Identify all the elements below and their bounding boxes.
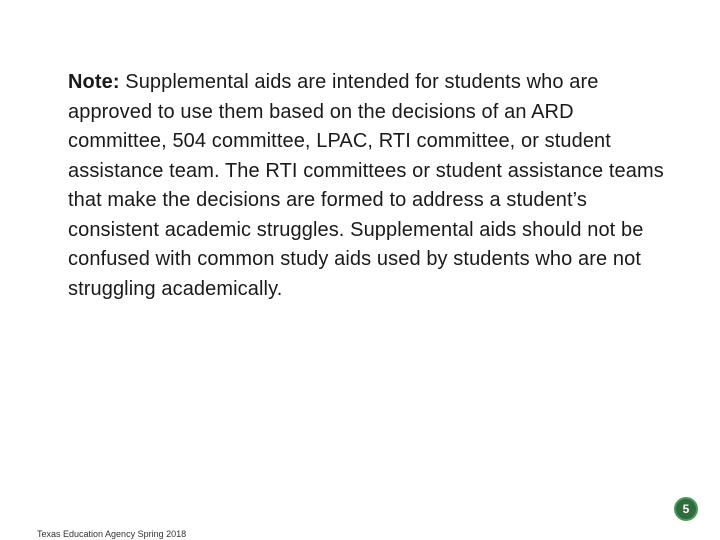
footer-text: Texas Education Agency Spring 2018 (37, 529, 187, 539)
note-paragraph (68, 68, 668, 304)
page-number: 5 (682, 502, 690, 516)
page-number-badge (674, 497, 698, 521)
note-label: Note: (68, 71, 120, 93)
note-body: Supplemental aids are intended for students who are approved to use them based on the decisions of an ARD committee, 504 committee, LPAC, RTI committee, or student assistance team. The RTI committees or student assistance teams that make the decisions are formed to address a student’s consistent academic struggles. Supplemental aids should not be confused with common study aids used by students who are not struggling academically. (68, 71, 664, 300)
